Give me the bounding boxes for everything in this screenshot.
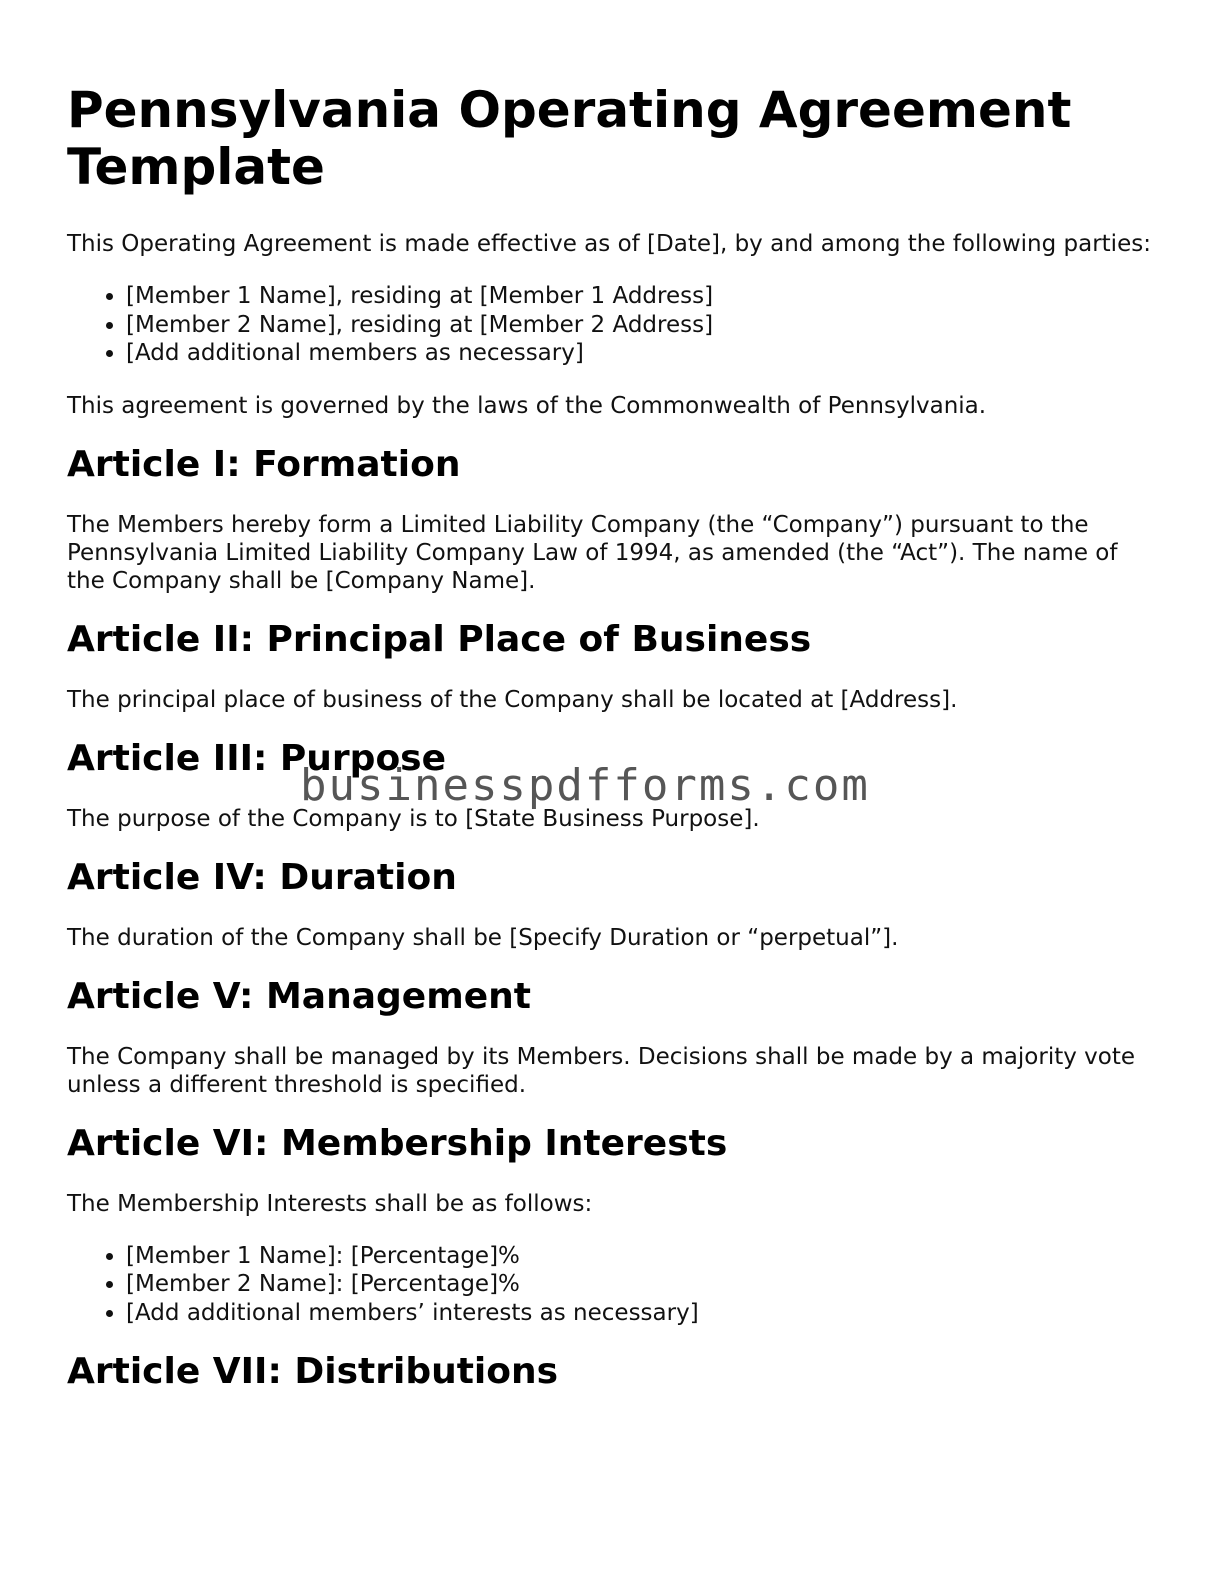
article-6-text: The Membership Interests shall be as follows:	[67, 1190, 593, 1217]
list-item: • [Add additional members as necessary]	[126, 339, 1157, 368]
article-4-text: The duration of the Company shall be [Specify Duration or “perpetual”].	[67, 924, 899, 951]
article-4-heading: Article IV: Duration	[67, 856, 457, 898]
article-3-heading: Article III: Purpose	[67, 737, 447, 779]
list-item: • [Add additional members’ interests as necessary]	[126, 1299, 1157, 1328]
article-3-text: The purpose of the Company is to [State Business Purpose].	[67, 805, 760, 832]
article-5-heading: Article V: Management	[67, 975, 531, 1017]
parties-list	[67, 282, 1157, 368]
article-2-text: The principal place of business of the Company shall be located at [Address].	[67, 686, 958, 713]
document-title: Pennsylvania Operating Agreement Template	[67, 81, 1072, 196]
list-item: • [Member 2 Name]: [Percentage]%	[126, 1270, 1157, 1299]
document-page	[67, 82, 1157, 1418]
article-5-text: The Company shall be managed by its Members. Decisions shall be made by a majority vote unless a different threshold is specified.	[67, 1043, 1135, 1098]
article-6-heading: Article VI: Membership Interests	[67, 1122, 728, 1164]
article-1-text: The Members hereby form a Limited Liability Company (the “Company”) pursuant to the Pennsylvania Limited Liability Company Law of 1994, as amended (the “Act”). The name of the Company shall be [Company Name].	[67, 511, 1118, 594]
watermark-text: businesspdfforms.com	[300, 760, 870, 811]
list-item: • [Member 1 Name]: [Percentage]%	[126, 1242, 1157, 1271]
intro-paragraph: This Operating Agreement is made effective as of [Date], by and among the following parties:	[67, 231, 1151, 257]
article-2-heading: Article II: Principal Place of Business	[67, 618, 812, 660]
governing-law-paragraph: This agreement is governed by the laws of the Commonwealth of Pennsylvania.	[67, 392, 987, 419]
list-item: • [Member 1 Name], residing at [Member 1 Address]	[126, 282, 1157, 311]
article-7-heading: Article VII: Distributions	[67, 1351, 559, 1392]
membership-interests-list	[67, 1242, 1157, 1328]
list-item: • [Member 2 Name], residing at [Member 2 Address]	[126, 311, 1157, 340]
article-1-heading: Article I: Formation	[67, 443, 461, 485]
